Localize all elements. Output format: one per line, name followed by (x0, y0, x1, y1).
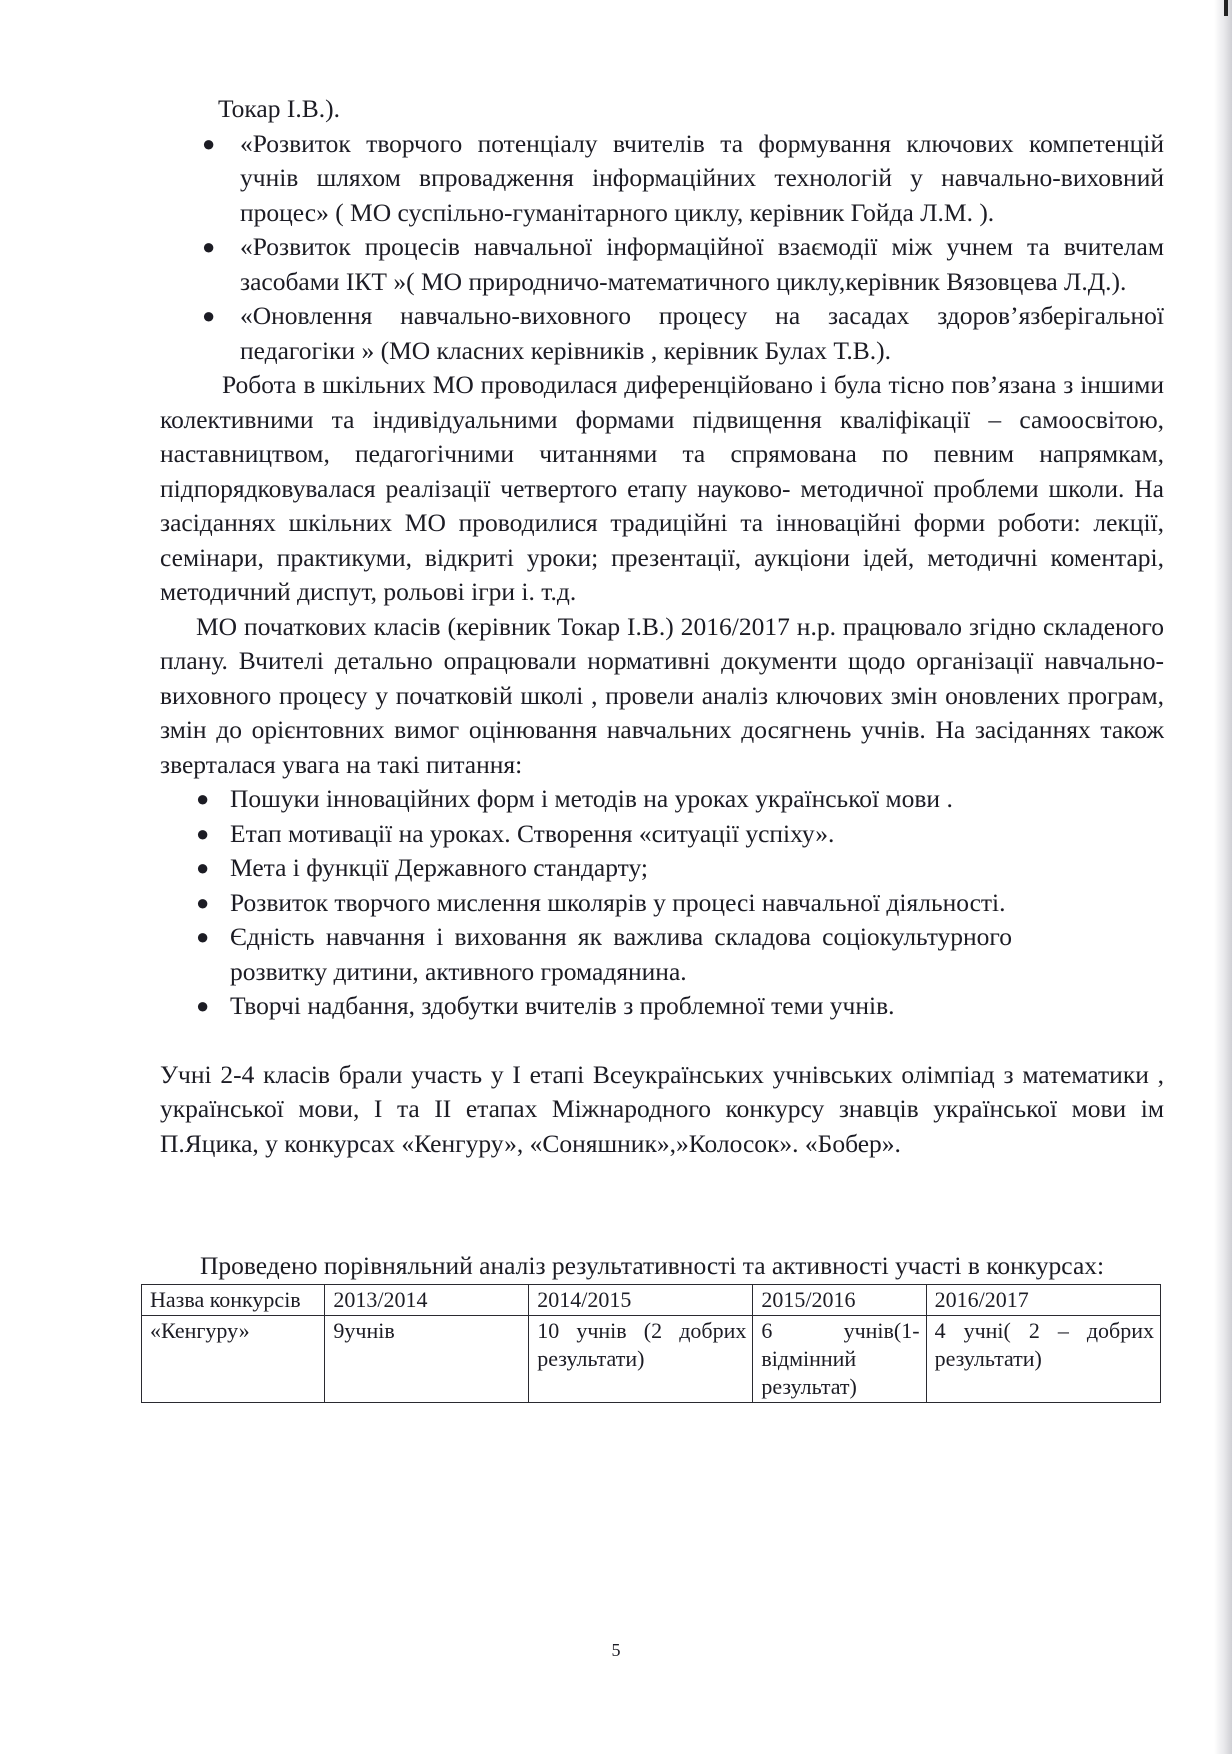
list-item-text: Етап мотивації на уроках. Створення «ситуації успіху». (230, 818, 835, 848)
spacer (160, 1161, 1164, 1249)
bullet-icon: ● (196, 924, 210, 949)
table-cell: 9учнів (325, 1315, 529, 1402)
paragraph: Проведено порівняльний аналіз результативності та активності участі в конкурсах: (200, 1251, 1105, 1280)
paragraph: Робота в шкільних МО проводилася диференційовано і була тісно пов’язана з іншими колективними та індивідуальними формами підвищення кваліфікації – самоосвітою, наставництвом, педагогічними читаннями та спрямована по певним напрямкам, підпорядковувалася реалізації четвертого етапу науково- методичної проблеми школи. На засіданнях шкільних МО проводилися традиційні та інноваційні форми роботи: лекції, семінари, практикуми, відкриті уроки; презентації, аукціони ідей, методичні коментарі, методичний диспут, рольові ігри і. т.д. (160, 370, 1164, 606)
list-item (160, 920, 1012, 989)
list-item (160, 851, 1012, 886)
list-item (160, 299, 1164, 368)
list-item (160, 230, 1164, 299)
paragraph: Учні 2-4 класів брали участь у І етапі Всеукраїнських учнівських олімпіад з математики , української мови, І та ІІ етапах Міжнародного конкурсу знавців української мови ім П.Яцика, у конкурсах «Кенгуру», «Соняшник»,»Колосок». «Бобер». (160, 1059, 1164, 1158)
table-cell: 6 учнів(1- відмінний результат) (753, 1315, 926, 1402)
list-item-text: Пошуки інноваційних форм і методів на уроках української мови . (230, 784, 953, 813)
list-item-text: «Розвиток процесів навчальної інформаційної взаємодії між учнем та вчителам засобами ІКТ »( МО природничо-математичного циклу,керівник Вязовцева Л.Д.). (240, 232, 1164, 296)
list-item (160, 886, 1012, 921)
contest-results-table (141, 1284, 1161, 1403)
list-item (160, 989, 1012, 1024)
table-header-cell: 2014/2015 (529, 1284, 753, 1315)
table-header-cell: 2016/2017 (926, 1284, 1160, 1315)
table-cell: 4 учні( 2 – добрих результати) (926, 1315, 1160, 1402)
table-row (142, 1315, 1161, 1402)
table-header-cell: 2015/2016 (753, 1284, 926, 1315)
bullet-icon: ● (196, 993, 210, 1018)
list-item (160, 127, 1164, 231)
list-item-text: Мета і функції Державного стандарту; (230, 853, 648, 882)
list-item-text: Єдність навчання і виховання як важлива складова соціокультурного розвитку дитини, активного громадянина. (230, 922, 1012, 986)
bullet-icon: ● (196, 820, 210, 846)
list-item (160, 817, 1012, 852)
scan-page-edge (1214, 0, 1232, 1754)
paragraph: МО початкових класів (керівник Токар І.В.) 2016/2017 н.р. працювало згідно складеного плану. Вчителі детально опрацювали нормативні документи щодо організації навчально- виховного процесу у початковій школі , провели аналіз ключових змін оновлених програм, змін до орієнтовних вимог оцінювання навчальних досягнень учнів. На засіданнях також зверталася увага на такі питання: (160, 611, 1164, 779)
list-item (160, 782, 1012, 817)
intro-line: Токар І.В.). (218, 94, 340, 123)
scan-edge-mark (1224, 0, 1228, 16)
list-item-text: Творчі надбання, здобутки вчителів з проблемної теми учнів. (230, 991, 895, 1020)
table-header-cell: Назва конкурсів (142, 1284, 325, 1315)
bullet-icon: ● (196, 786, 210, 811)
table-cell: «Кенгуру» (142, 1315, 325, 1402)
bullet-icon: ● (196, 855, 210, 880)
table-header-cell: 2013/2014 (325, 1284, 529, 1315)
methodical-topics-list (160, 127, 1164, 369)
spacer (160, 1024, 1164, 1058)
bullet-icon: ● (196, 889, 210, 915)
bullet-icon: ● (202, 234, 216, 259)
list-item-text: Розвиток творчого мислення школярів у процесі навчальної діяльності. (230, 887, 1006, 917)
table-header-row (142, 1284, 1161, 1315)
document-body (150, 92, 1164, 1403)
table-cell: 10 учнів (2 добрих результати) (529, 1315, 753, 1402)
list-item-text: «Оновлення навчально-виховного процесу на засадах здоров’язберігальної педагогіки » (МО класних керівників , керівник Булах Т.В.). (240, 301, 1164, 365)
meeting-questions-list (160, 782, 1012, 1024)
list-item-text: «Розвиток творчого потенціалу вчителів та формування ключових компетенцій учнів шляхом впровадження інформаційних технологій у навчально-виховний процес» ( МО суспільно-гуманітарного циклу, керівник Гойда Л.М. ). (240, 128, 1164, 227)
bullet-icon: ● (202, 303, 216, 328)
page-number: 5 (611, 1640, 621, 1660)
bullet-icon: ● (202, 130, 216, 156)
